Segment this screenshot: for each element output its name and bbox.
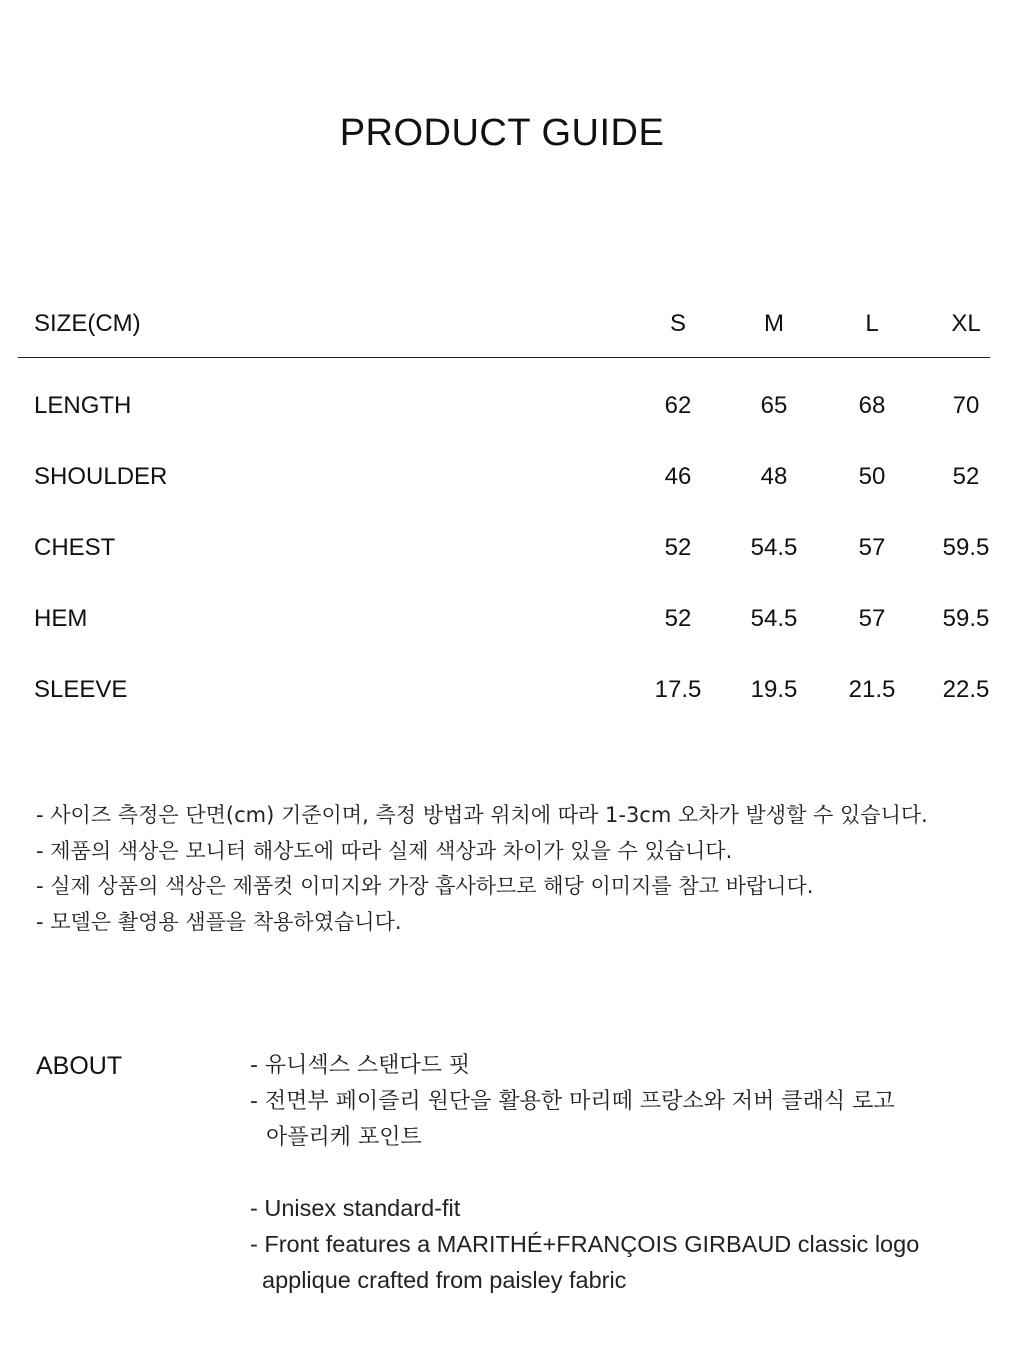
cell-value: 54.5 <box>750 605 798 632</box>
header-size-l: L <box>865 310 879 337</box>
cell-value: 52 <box>664 534 692 561</box>
table-row <box>18 516 990 587</box>
note-line: - 제품의 색상은 모니터 해상도에 따라 실제 색상과 차이가 있을 수 있습니다. <box>36 838 733 863</box>
cell-value: 46 <box>664 463 692 490</box>
cell-value: 50 <box>858 463 886 490</box>
note-line: - 실제 상품의 색상은 제품컷 이미지와 가장 흡사하므로 해당 이미지를 참고 바랍니다. <box>36 874 814 898</box>
cell-value: 52 <box>952 463 980 490</box>
cell-value: 57 <box>858 605 886 632</box>
cell-value: 54.5 <box>750 534 798 561</box>
about-description-english <box>250 1190 990 1298</box>
size-table <box>18 300 990 729</box>
table-row <box>18 445 990 516</box>
row-label: SLEEVE <box>34 676 128 703</box>
cell-value: 65 <box>760 392 788 419</box>
cell-value: 52 <box>664 605 692 632</box>
cell-value: 59.5 <box>942 605 990 632</box>
row-label: CHEST <box>34 534 116 561</box>
header-size-s: S <box>669 310 686 337</box>
table-row <box>18 374 990 445</box>
row-label: HEM <box>34 605 88 632</box>
about-line: - 전면부 페이즐리 원단을 활용한 마리떼 프랑소와 저버 클래식 로고 <box>250 1089 895 1114</box>
cell-value: 62 <box>664 392 692 419</box>
note-line: - 모델은 촬영용 샘플을 착용하였습니다. <box>36 909 402 934</box>
about-line: - 유니섹스 스탠다드 핏 <box>250 1053 471 1078</box>
about-line: applique crafted from paisley fabric <box>262 1267 627 1293</box>
header-size-xl: XL <box>951 310 981 337</box>
cell-value: 19.5 <box>750 676 798 703</box>
cell-value: 48 <box>760 463 788 490</box>
size-table-header <box>18 300 990 358</box>
about-label: ABOUT <box>36 1052 123 1080</box>
row-label: LENGTH <box>34 392 132 419</box>
cell-value: 59.5 <box>942 534 990 561</box>
header-size-m: M <box>764 310 784 337</box>
header-label: SIZE(CM) <box>34 310 141 337</box>
cell-value: 22.5 <box>942 676 990 703</box>
about-line: - Unisex standard-fit <box>250 1195 461 1221</box>
cell-value: 68 <box>858 392 886 419</box>
cell-value: 70 <box>952 392 980 419</box>
cell-value: 21.5 <box>848 676 896 703</box>
measurement-notes <box>36 798 996 940</box>
about-line: - Front features a MARITHÉ+FRANÇOIS GIRBAUD classic logo <box>250 1231 920 1257</box>
row-label: SHOULDER <box>34 463 168 490</box>
cell-value: 57 <box>858 534 886 561</box>
about-description-korean <box>250 1048 990 1156</box>
cell-value: 17.5 <box>654 676 702 703</box>
about-line: 아플리케 포인트 <box>266 1125 422 1150</box>
page-title: PRODUCT GUIDE <box>339 112 665 154</box>
table-row <box>18 658 990 729</box>
table-row <box>18 587 990 658</box>
note-line: - 사이즈 측정은 단면(cm) 기준이며, 측정 방법과 위치에 따라 1-3cm 오차가 발생할 수 있습니다. <box>36 803 928 827</box>
